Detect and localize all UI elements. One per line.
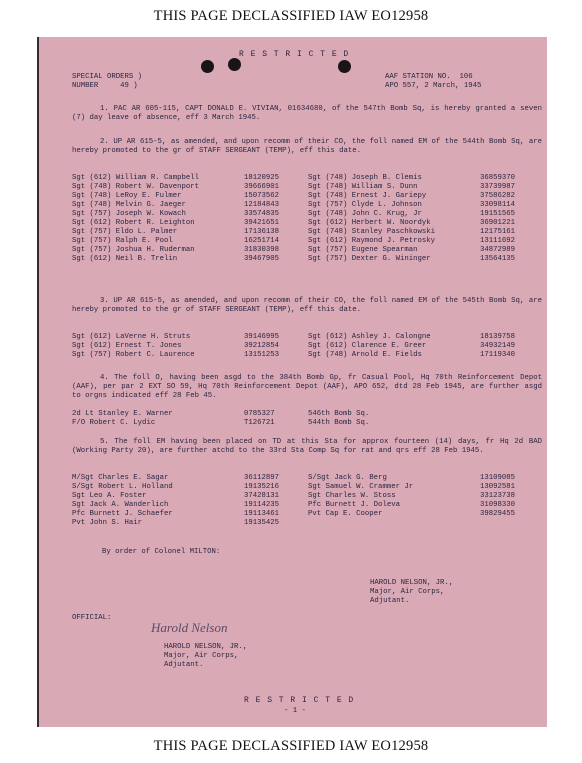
person-name: Pvt John S. Hair <box>72 519 143 527</box>
serial-number: 39212854 <box>244 342 280 350</box>
serial-number: T126721 <box>244 419 275 427</box>
serial-number: 16251714 <box>244 237 280 245</box>
serial-number: 31098330 <box>480 501 516 509</box>
serial-number: 33739987 <box>480 183 516 191</box>
person-name: Sgt Leo A. Foster <box>72 492 147 500</box>
person-name: Sgt (612) William R. Campbell <box>72 174 199 182</box>
person-name: Sgt (757) Dexter G. Wininger <box>308 255 431 263</box>
person-name: Sgt (612) Herbert W. Noordyk <box>308 219 431 227</box>
person-name: Sgt (748) Ernest J. Gariepy <box>308 192 427 200</box>
serial-number: 37586282 <box>480 192 516 200</box>
paragraph-4: 4. The foll O, having been asgd to the 384th Bomb Gp, fr Casual Pool, Hq 70th Reinforcement Depot (AAF), per par 2 EXT SO 59, Hq 70th Reinforcement Depot (AAF), APO 652, dtd 28 Feb 1945, are further asgd to orgns indicated eff 28 Feb 45. <box>72 374 542 400</box>
list-row <box>72 246 542 255</box>
person-name: Sgt (757) Ralph E. Pool <box>72 237 173 245</box>
person-name: Sgt (748) William S. Dunn <box>308 183 418 191</box>
serial-number: 15073562 <box>244 192 280 200</box>
list-row <box>72 183 542 192</box>
person-name: Sgt (748) Melvin G. Jaeger <box>72 201 186 209</box>
official-signer-name: HAROLD NELSON, JR., <box>164 643 248 651</box>
serial-number: 19113461 <box>244 510 280 518</box>
serial-number: 12184843 <box>244 201 280 209</box>
person-name: Sgt (748) Arnold E. Fields <box>308 351 422 359</box>
person-name: Sgt (757) Clyde L. Johnson <box>308 201 422 209</box>
signer-title: Adjutant. <box>370 597 410 605</box>
list-row <box>72 501 542 510</box>
serial-number: 12175161 <box>480 228 516 236</box>
list-row <box>72 333 542 342</box>
person-name: Sgt (612) LaVerne H. Struts <box>72 333 191 341</box>
person-name: M/Sgt Charles E. Sagar <box>72 474 169 482</box>
station-number: AAF STATION NO. 106 <box>385 73 473 81</box>
person-name: Sgt (612) Ashley J. Calongne <box>308 333 431 341</box>
list-row <box>72 410 542 419</box>
serial-number: 18139758 <box>480 333 516 341</box>
serial-number: 33574835 <box>244 210 280 218</box>
person-name: 2d Lt Stanley E. Warner <box>72 410 173 418</box>
punch-hole-2 <box>228 58 241 71</box>
official-signer-title: Adjutant. <box>164 661 204 669</box>
list-row <box>72 474 542 483</box>
person-name: Sgt (612) Neil B. Trelin <box>72 255 178 263</box>
signer-rank: Major, Air Corps, <box>370 588 445 596</box>
serial-number: 31830398 <box>244 246 280 254</box>
punch-hole-3 <box>338 60 351 73</box>
serial-number: 19114235 <box>244 501 280 509</box>
person-name: Sgt (748) Robert W. Davenport <box>72 183 199 191</box>
declassified-banner-top: THIS PAGE DECLASSIFIED IAW EO12958 <box>153 8 429 24</box>
punch-hole-1 <box>201 60 214 73</box>
person-name: Sgt (757) Eugene Spearman <box>308 246 418 254</box>
order-by-line: By order of Colonel MILTON: <box>102 548 221 556</box>
serial-number: 37428131 <box>244 492 280 500</box>
person-name: Sgt (757) Robert C. Laurence <box>72 351 195 359</box>
list-row <box>72 483 542 492</box>
signer-name: HAROLD NELSON, JR., <box>370 579 454 587</box>
person-name: Pfc Burnett J. Doleva <box>308 501 400 509</box>
serial-number: 34872989 <box>480 246 516 254</box>
list-row <box>72 201 542 210</box>
person-name: Pfc Burnett J. Schaefer <box>72 510 173 518</box>
list-row <box>72 342 542 351</box>
paragraph-1: 1. PAC AR 605-115, CAPT DONALD E. VIVIAN, 01634680, of the 547th Bomb Sq, is hereby granted a seven (7) day leave of absence, eff 3 March 1945. <box>72 105 542 122</box>
serial-number: 39421651 <box>244 219 280 227</box>
person-name: F/O Robert C. Lydic <box>72 419 156 427</box>
paragraph-5: 5. The foll EM having been placed on TD at this Sta for approx fourteen (14) days, fr Hq 2d BAD (Working Party 20), are further atchd to the 33rd Sta Comp Sq for rat and qrs eff 28 Feb 1945. <box>72 438 542 455</box>
classification-header: R E S T R I C T E D <box>239 50 350 59</box>
list-row <box>72 174 542 183</box>
serial-number: 33098114 <box>480 201 516 209</box>
serial-number: 18120925 <box>244 174 280 182</box>
person-name: Pvt Cap E. Cooper <box>308 510 383 518</box>
serial-number: 17136138 <box>244 228 280 236</box>
list-row <box>72 219 542 228</box>
serial-number: 36901221 <box>480 219 516 227</box>
serial-number: 36859370 <box>480 174 516 182</box>
serial-number: 39666901 <box>244 183 280 191</box>
station-date: APO 557, 2 March, 1945 <box>385 82 482 90</box>
person-name: Sgt (612) Ernest T. Jones <box>72 342 182 350</box>
person-name: Sgt Jack A. Wanderlich <box>72 501 169 509</box>
orders-label: SPECIAL ORDERS ) <box>72 73 143 81</box>
serial-number: 17119340 <box>480 351 516 359</box>
person-name: Sgt (612) Robert R. Leighton <box>72 219 195 227</box>
paragraph-2: 2. UP AR 615-5, as amended, and upon recomm of their CO, the foll named EM of the 544th Bomb Sq, are hereby promoted to the gr of STAFF SERGEANT (TEMP), eff this date. <box>72 138 542 155</box>
serial-number: 39829455 <box>480 510 516 518</box>
serial-number: 33123738 <box>480 492 516 500</box>
person-name: 544th Bomb Sq. <box>308 419 370 427</box>
person-name: Sgt (748) Joseph B. Clemis <box>308 174 422 182</box>
serial-number: 19151565 <box>480 210 516 218</box>
serial-number: 39146995 <box>244 333 280 341</box>
handwritten-signature: Harold Nelson <box>151 620 228 635</box>
person-name: Sgt (748) John C. Krug, Jr <box>308 210 422 218</box>
list-row <box>72 492 542 501</box>
serial-number: 19135425 <box>244 519 280 527</box>
person-name: Sgt (748) LeRoy E. Fulmer <box>72 192 182 200</box>
serial-number: 19135216 <box>244 483 280 491</box>
list-row <box>72 255 542 264</box>
list-row <box>72 210 542 219</box>
serial-number: 13151253 <box>244 351 280 359</box>
list-row <box>72 419 542 428</box>
serial-number: 34932149 <box>480 342 516 350</box>
person-name: Sgt Samuel W. Crammer Jr <box>308 483 414 491</box>
list-row <box>72 510 542 519</box>
document-page <box>37 37 547 727</box>
serial-number: 0785327 <box>244 410 275 418</box>
list-row <box>72 351 542 360</box>
official-label: OFFICIAL: <box>72 614 112 622</box>
paragraph-3: 3. UP AR 615-5, as amended, and upon recomm of their CO, the foll named EM of the 545th Bomb Sq, are hereby promoted to the gr of STAFF SERGEANT (TEMP), eff this date. <box>72 297 542 314</box>
official-signer-rank: Major, Air Corps, <box>164 652 239 660</box>
person-name: S/Sgt Robert L. Holland <box>72 483 173 491</box>
person-name: Sgt (612) Raymond J. Petrosky <box>308 237 435 245</box>
serial-number: 36112897 <box>244 474 280 482</box>
serial-number: 13092581 <box>480 483 516 491</box>
person-name: S/Sgt Jack G. Berg <box>308 474 387 482</box>
person-name: Sgt (757) Joseph W. Kowach <box>72 210 186 218</box>
serial-number: 13564135 <box>480 255 516 263</box>
classification-footer: R E S T R I C T E D <box>244 696 355 705</box>
list-row <box>72 228 542 237</box>
person-name: Sgt (757) Eldo L. Palmer <box>72 228 178 236</box>
list-row <box>72 519 542 528</box>
person-name: Sgt Charles W. Stoss <box>308 492 396 500</box>
person-name: 546th Bomb Sq. <box>308 410 370 418</box>
serial-number: 13109085 <box>480 474 516 482</box>
page-number: - 1 - <box>284 707 306 715</box>
declassified-banner-bottom: THIS PAGE DECLASSIFIED IAW EO12958 <box>153 738 429 754</box>
serial-number: 39467905 <box>244 255 280 263</box>
orders-number: NUMBER 49 ) <box>72 82 138 90</box>
person-name: Sgt (748) Stanley Paschkowski <box>308 228 435 236</box>
person-name: Sgt (757) Joshua H. Ruderman <box>72 246 195 254</box>
person-name: Sgt (612) Clarence E. Greer <box>308 342 427 350</box>
list-row <box>72 192 542 201</box>
list-row <box>72 237 542 246</box>
serial-number: 13111692 <box>480 237 516 245</box>
